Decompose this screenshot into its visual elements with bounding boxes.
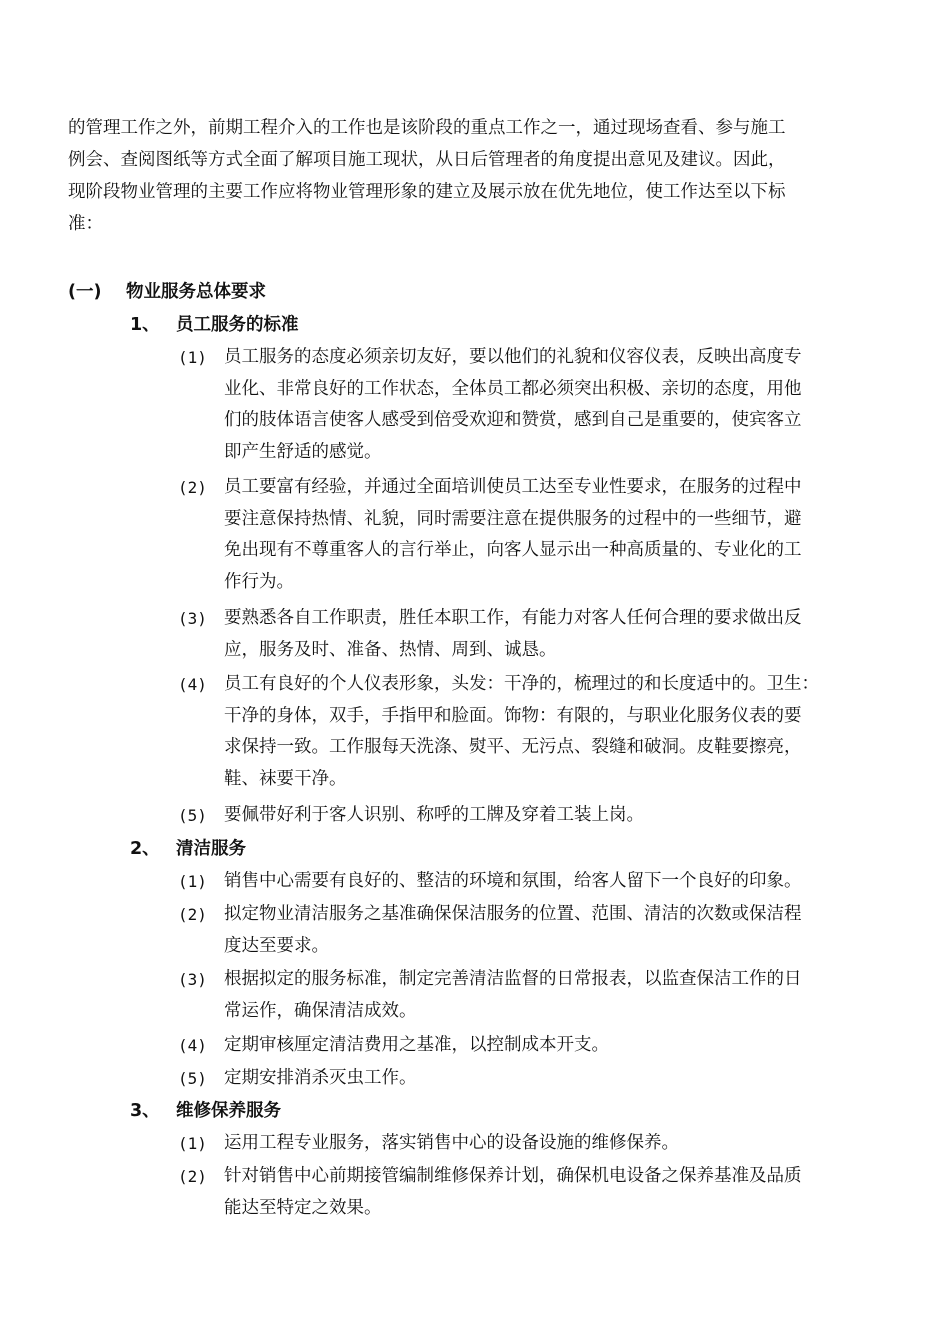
item-line: 要注意保持热情、礼貌，同时需要注意在提供服务的过程中的一些细节，避	[224, 508, 802, 529]
item-line: 定期审核厘定清洁费用之基准，以控制成本开支。	[224, 1035, 609, 1055]
item-number: (2)	[178, 1167, 207, 1186]
item-number: (3)	[178, 609, 207, 628]
item-line: 能达至特定之效果。	[224, 1197, 382, 1218]
intro-paragraph	[68, 112, 858, 240]
item-number: (4)	[178, 1036, 207, 1055]
section-title: 物业服务总体要求	[126, 282, 266, 302]
item-number: (1)	[178, 1134, 207, 1153]
paragraph-line: 准：	[68, 214, 103, 234]
item-line: 针对销售中心前期接管编制维修保养计划，确保机电设备之保养基准及品质	[224, 1166, 802, 1186]
item-line: 鞋、袜要干净。	[224, 768, 347, 789]
section-heading	[68, 278, 266, 306]
subsection-title: 员工服务的标准	[176, 315, 299, 335]
item-line: 应，服务及时、准备、热情、周到、诚恳。	[224, 639, 557, 660]
item-number: (4)	[178, 675, 207, 694]
paragraph-line: 的管理工作之外，前期工程介入的工作也是该阶段的重点工作之一，通过现场查看、参与施工	[68, 118, 786, 138]
item-line: 求保持一致。工作服每天洗涤、熨平、无污点、裂缝和破洞。皮鞋要擦亮，	[224, 737, 802, 757]
item-text	[224, 1030, 864, 1062]
paragraph-line: 例会、查阅图纸等方式全面了解项目施工现状，从日后管理者的角度提出意见及建议。因此，	[68, 150, 786, 170]
item-number: (3)	[178, 970, 207, 989]
item-line: 员工要富有经验，并通过全面培训使员工达至专业性要求，在服务的过程中	[224, 477, 802, 497]
item-line: 员工有良好的个人仪表形象，头发：干净的，梳理过的和长度适中的。卫生：	[224, 674, 819, 694]
item-text	[224, 1128, 864, 1160]
item-line: 们的肢体语言使客人感受到倍受欢迎和赞赏，感到自己是重要的，使宾客立	[224, 410, 802, 430]
item-text	[224, 1063, 864, 1095]
item-text	[224, 800, 864, 832]
item-text	[224, 899, 864, 962]
item-line: 定期安排消杀灭虫工作。	[224, 1068, 417, 1088]
item-number: (2)	[178, 905, 207, 924]
item-line: 要熟悉各自工作职责，胜任本职工作，有能力对客人任何合理的要求做出反	[224, 608, 802, 628]
subsection-number: 1、	[130, 315, 160, 335]
item-line: 要佩带好利于客人识别、称呼的工牌及穿着工装上岗。	[224, 805, 644, 825]
item-number: (5)	[178, 806, 207, 825]
subsection-number: 3、	[130, 1101, 160, 1121]
item-text	[224, 669, 864, 795]
subsection-title: 清洁服务	[176, 839, 246, 859]
item-number: (1)	[178, 348, 207, 367]
subsection-title: 维修保养服务	[176, 1101, 281, 1121]
item-text	[224, 603, 864, 666]
item-line: 业化、非常良好的工作状态，全体员工都必须突出积极、亲切的态度，用他	[224, 378, 802, 399]
item-line: 常运作，确保清洁成效。	[224, 1000, 417, 1021]
item-line: 运用工程专业服务，落实销售中心的设备设施的维修保养。	[224, 1133, 679, 1153]
section-number: (一)	[68, 282, 102, 302]
item-number: (5)	[178, 1069, 207, 1088]
item-text	[224, 1161, 864, 1224]
item-text	[224, 342, 864, 468]
item-text	[224, 866, 864, 898]
paragraph-line: 现阶段物业管理的主要工作应将物业管理形象的建立及展示放在优先地位，使工作达至以下标	[68, 182, 786, 202]
item-line: 根据拟定的服务标准，制定完善清洁监督的日常报表，以监查保洁工作的日	[224, 969, 802, 989]
item-line: 拟定物业清洁服务之基准确保保洁服务的位置、范围、清洁的次数或保洁程	[224, 904, 802, 924]
item-line: 即产生舒适的感觉。	[224, 441, 382, 462]
item-line: 销售中心需要有良好的、整洁的环境和氛围，给客人留下一个良好的印象。	[224, 871, 802, 891]
item-text	[224, 964, 864, 1027]
item-text	[224, 472, 864, 598]
item-number: (1)	[178, 872, 207, 891]
item-number: (2)	[178, 478, 207, 497]
subsection-heading	[130, 1097, 281, 1125]
item-line: 干净的身体，双手，手指甲和脸面。饰物：有限的，与职业化服务仪表的要	[224, 705, 802, 726]
item-line: 员工服务的态度必须亲切友好，要以他们的礼貌和仪容仪表，反映出高度专	[224, 347, 802, 367]
item-line: 度达至要求。	[224, 935, 329, 956]
item-line: 作行为。	[224, 571, 294, 592]
subsection-heading	[130, 311, 299, 339]
item-line: 免出现有不尊重客人的言行举止，向客人显示出一种高质量的、专业化的工	[224, 540, 802, 560]
subsection-number: 2、	[130, 839, 160, 859]
subsection-heading	[130, 835, 246, 863]
